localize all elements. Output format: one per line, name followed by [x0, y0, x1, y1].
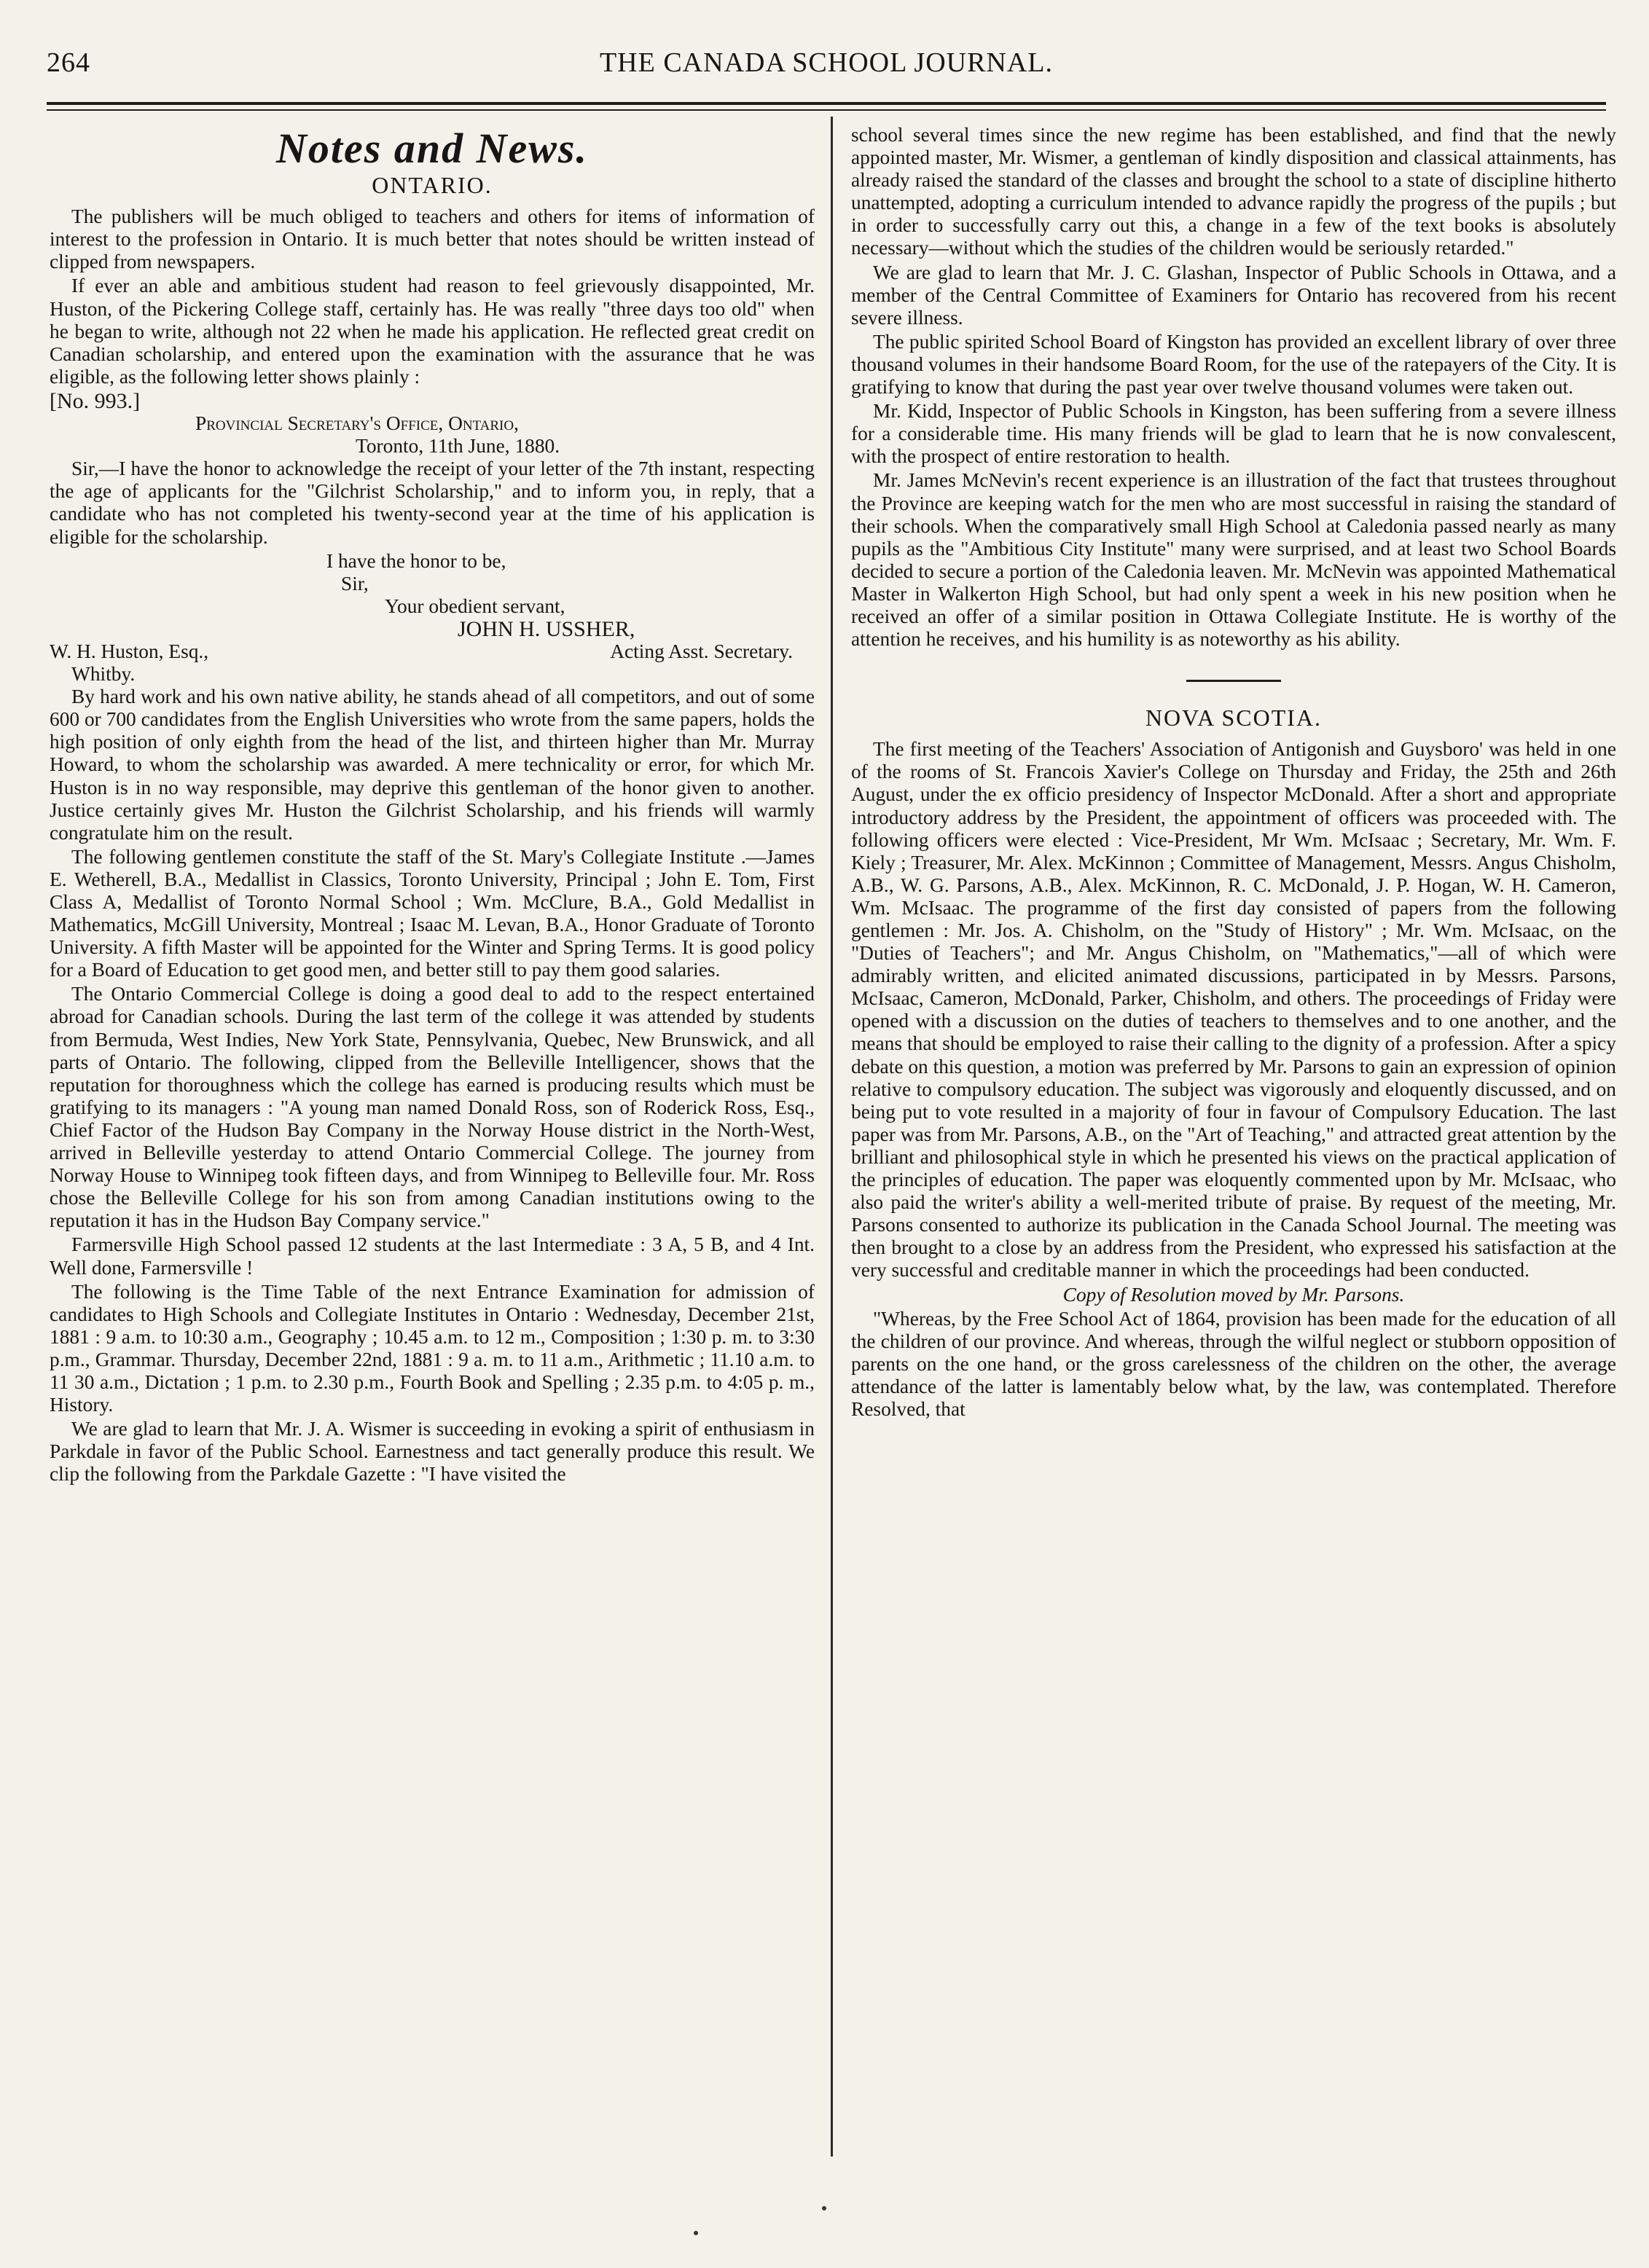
ontario-heading: ONTARIO. [372, 172, 493, 199]
paragraph: If ever an able and ambitious student had reason to feel grievously disappointed, Mr. Huston, of the Pickering College staff, certainly has. He was really "three days too old" when he began to write, although not 22 when he made his application. He reflected great credit on Canadian scholarship, and entered upon the examination with the assurance that he was eligible, as the following letter shows plainly : [50, 275, 815, 388]
paragraph: Mr. James McNevin's recent experience is an illustration of the fact that trustees throughout the Province are keeping watch for the men who are most successful in raising the standard of their schools. When the comparatively small High School at Caledonia passed nearly as many pupils as the "Ambitious City Institute" many were surprised, and at least two School Boards decided to secure a portion of the Caledonia leaven. Mr. McNevin was appointed Mathematical Master in Walkerton High School, but had only spent a week in his new position when he received an offer of a similar position in Ottawa Collegiate Institute. He is worthy of the attention he receives, and his humility is as noteworthy as his ability. [851, 469, 1616, 651]
letter-body: Sir,—I have the honor to acknowledge the receipt of your letter of the 7th instant, respecting the age of applicants for the "Gilchrist Scholarship," and to inform you, in reply, that a candidate who has not completed his twenty-second year at the time of his application is eligible for the scholarship. [50, 458, 815, 548]
column-divider [831, 117, 833, 2157]
letter-sir: Sir, [341, 572, 369, 595]
journal-title: THE CANADA SCHOOL JOURNAL. [599, 47, 1054, 78]
running-head [47, 44, 1606, 87]
letter-place: Whitby. [71, 663, 136, 686]
paragraph: We are glad to learn that Mr. J. C. Glashan, Inspector of Public Schools in Ottawa, and a member of the Central Committee of Examiners for Ontario has recovered from his recent severe illness. [851, 261, 1616, 329]
paragraph: The following gentlemen constitute the staff of the St. Mary's Collegiate Institute .—James E. Wetherell, B.A., Medallist in Classics, Toronto University, Principal ; John E. Tom, First Class A, Medallist of Toronto Normal School ; Wm. McClure, B.A., Gold Medallist in Mathematics, McGill University, Montreal ; Isaac M. Levan, B.A., Honor Graduate of Toronto University. A fifth Master will be appointed for the Winter and Spring Terms. It is good policy for a Board of Education to get good men, and better still to pay them good salaries. [50, 845, 815, 981]
paragraph: The following is the Time Table of the next Entrance Examination for admission of candidates to High Schools and Collegiate Institutes in Ontario : Wednesday, December 21st, 1881 : 9 a.m. to 10:30 a.m., Geography ; 10.45 a.m. to 12 m., Composition ; 1:30 p. m. to 3:30 p.m., Grammar. Thursday, December 22nd, 1881 : 9 a. m. to 11 a.m., Arithmetic ; 11.10 a.m. to 11 30 a.m., Dictation ; 1 p.m. to 2.30 p.m., Fourth Book and Spelling ; 2.35 p.m. to 4:05 p. m., History. [50, 1280, 815, 1416]
letter-signature: JOHN H. USSHER, [458, 616, 635, 641]
paragraph: By hard work and his own native ability, he stands ahead of all competitors, and out of some 600 or 700 candidates from the English Universities who wrote from the same papers, holds the high position of only eighth from the head of the list, and thirteen higher than Mr. Murray Howard, to whom the scholarship was awarded. A mere technicality or error, for which Mr. Huston is in no way responsible, may deprive this gentleman of the honor given to another. Justice certainly gives Mr. Huston the Gilchrist Scholarship, and his friends will warmly congratulate him on the result. [50, 686, 815, 844]
paragraph: school several times since the new regime has been established, and find that the newly appointed master, Mr. Wismer, a gentleman of kindly disposition and classical attainments, has already raised the standard of the classes and brought the school to a state of discipline hitherto unattempted, adopting a curriculum intended to advance rapidly the progress of the pupils ; but in order to successfully carry out this, a change in a few of the text books is absolutely necessary—without which the studies of the children would be seriously retarded." [851, 124, 1616, 259]
paragraph: Mr. Kidd, Inspector of Public Schools in Kingston, has been suffering from a severe illness for a considerable time. His many friends will be glad to learn that he is now convalescent, with the prospect of entire restoration to health. [851, 400, 1616, 468]
header-rule-thin [47, 109, 1606, 111]
paragraph: The Ontario Commercial College is doing a good deal to add to the respect entertained abroad for Canadian schools. During the last term of the college it was attended by students from Bermuda, West Indies, New York State, Pennsylvania, Quebec, New Brunswick, and all parts of Ontario. The following, clipped from the Belleville Intelligencer, shows that the reputation for thoroughness which the college has earned is producing results which must be gratifying to its managers : "A young man named Donald Ross, son of Roderick Ross, Esq., Chief Factor of the Hudson Bay Company in the Norway House district in the North-West, arrived in Belleville yesterday to attend Ontario Commercial College. The journey from Norway House to Winnipeg took fifteen days, and from Winnipeg to Belleville four. Mr. Ross chose the Belleville College for his son from among Canadian institutions owing to the reputation it has in the Hudson Bay Company service." [50, 983, 815, 1232]
page-number: 264 [47, 47, 90, 78]
letter [50, 390, 815, 686]
letter-date: Toronto, 11th June, 1880. [356, 435, 560, 458]
letter-addressee: W. H. Huston, Esq., [50, 640, 209, 662]
letter-role: Acting Asst. Secretary. [610, 640, 793, 662]
resolution-heading: Copy of Resolution moved by Mr. Parsons. [1062, 1283, 1405, 1306]
paragraph: "Whereas, by the Free School Act of 1864, provision has been made for the education of all the children of our province. And whereas, through the wilful neglect or stubborn opposition of parents on the one hand, or the gross carelessness of the children on the other, the average attendance of the latter is lamentably below what, by the law, was contemplated. Therefore Resolved, that [851, 1307, 1616, 1420]
paragraph: The first meeting of the Teachers' Association of Antigonish and Guysboro' was held in one of the rooms of St. Francois Xavier's College on Thursday and Friday, the 25th and 26th August, under the ex officio presidency of Inspector McDonald. After a short and appropriate introductory address by the President, the appointment of officers was proceeded with. The following officers were elected : Vice-President, Mr Wm. McIsaac ; Secretary, Mr. Wm. F. Kiely ; Treasurer, Mr. Alex. McKinnon ; Committee of Management, Messrs. Angus Chisholm, A.B., W. G. Parsons, A.B., Alex. McKinnon, R. C. McDonald, J. P. Hogan, W. H. Cameron, Wm. McIsaac. The programme of the first day consisted of papers from the following gentlemen : Mr. Jos. A. Chisholm, on the "Study of History" ; Mr. Wm. McIsaac, on the "Duties of Teachers"; and Mr. Angus Chisholm, on "Mathematics,"—all of which were admirably written, and elicited animated discussions, participated in by Messrs. Parsons, McIsaac, Cameron, McDonald, Parker, Chisholm, and others. The proceedings of Friday were opened with a discussion on the duties of teachers to themselves and to one another, and the means that should be employed to raise their calling to the dignity of a profession. After a spicy debate on this question, a motion was preferred by Mr. Parsons to gain an expression of opinion relative to compulsory education. The subject was vigorously and eloquently discussed, and on being put to vote resulted in a majority of four in favour of Compulsory Education. The last paper was from Mr. Parsons, A.B., on the "Art of Teaching," and attracted great attention by the brilliant and philosophical style in which he presented his views on the practical application of the principles of education. The paper was eloquently commented upon by Mr. McIsaac, who also paid the writer's ability a well-merited tribute of praise. By request of the meeting, Mr. Parsons consented to authorize its publication in the Canada School Journal. The meeting was then brought to a close by an address from the President, who expressed his satisfaction at the very successful and creditable manner in which the proceedings had been conducted. [851, 738, 1616, 1282]
section-divider [1186, 680, 1281, 682]
ink-speck [694, 2231, 698, 2235]
nova-scotia-heading: NOVA SCOTIA. [1145, 705, 1323, 731]
section-title: Notes and News. [276, 125, 588, 172]
letter-address-row [50, 640, 815, 663]
letter-number: [No. 993.] [50, 388, 141, 413]
paragraph: Farmersville High School passed 12 students at the last Intermediate : 3 A, 5 B, and 4 Int. Well done, Farmersville ! [50, 1233, 815, 1279]
letter-closing: I have the honor to be, [326, 549, 506, 572]
ink-speck [822, 2206, 826, 2210]
right-column [851, 124, 1616, 1422]
paragraph: The publishers will be much obliged to teachers and others for items of information of interest to the profession in Ontario. It is much better that notes should be written instead of clipped from newspapers. [50, 205, 815, 273]
letter-servant: Your obedient servant, [385, 595, 565, 617]
left-column [50, 124, 815, 1487]
paragraph: The public spirited School Board of Kingston has provided an excellent library of over three thousand volumes in their handsome Board Room, for the use of the ratepayers of the City. It is gratifying to know that during the past year over twelve thousand volumes were taken out. [851, 330, 1616, 399]
header-rule [47, 102, 1606, 105]
letter-office: Provincial Secretary's Office, Ontario, [195, 412, 519, 435]
paragraph: We are glad to learn that Mr. J. A. Wismer is succeeding in evoking a spirit of enthusiasm in Parkdale in favor of the Public School. Earnestness and tact generally produce this result. We clip the following from the Parkdale Gazette : "I have visited the [50, 1418, 815, 1486]
